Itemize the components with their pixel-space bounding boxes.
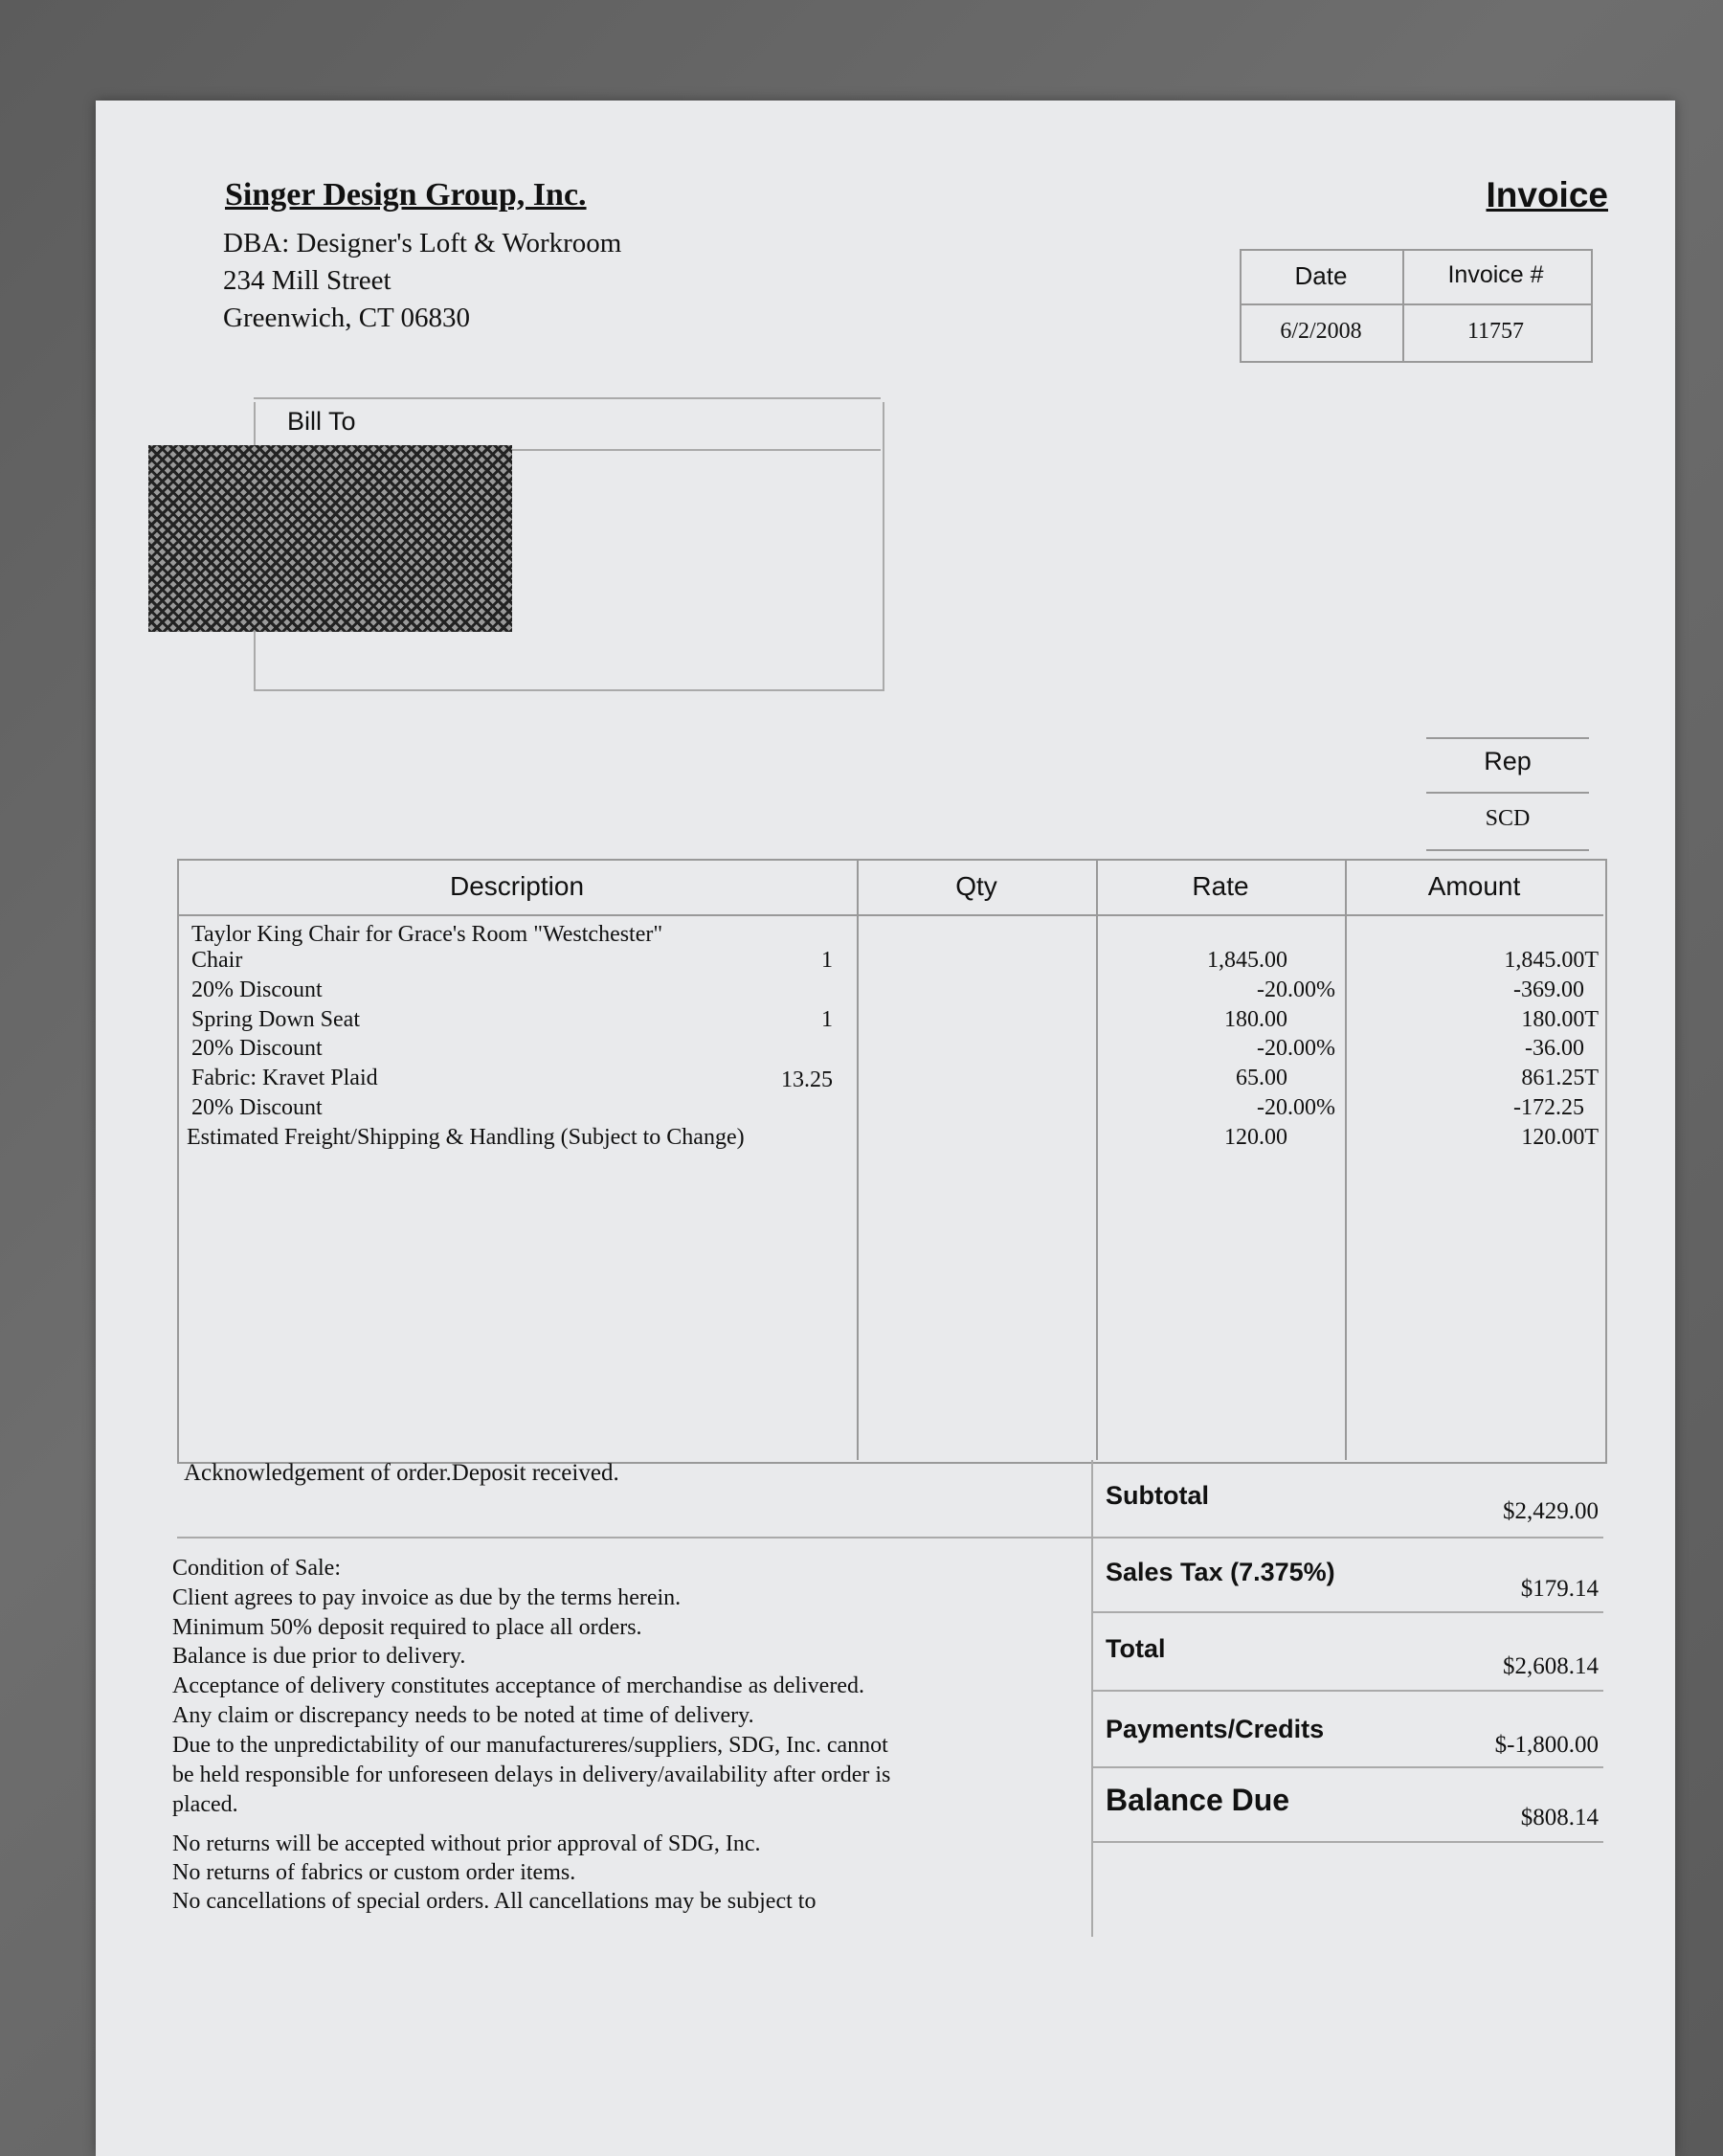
item-qty: 1 <box>821 948 833 973</box>
condition-line: Balance is due prior to delivery. <box>172 1644 466 1669</box>
condition-line: placed. <box>172 1792 238 1817</box>
item-description: Estimated Freight/Shipping & Handling (Subject to Change) <box>187 1125 745 1150</box>
company-dba: DBA: Designer's Loft & Workroom <box>223 228 622 258</box>
bill-to-label: Bill To <box>287 407 356 436</box>
col-header-amount: Amount <box>1427 871 1521 901</box>
item-amount: 180.00T <box>1521 1007 1599 1032</box>
item-rate: -20.00% <box>1257 977 1335 1002</box>
col-header-description: Description <box>449 871 585 901</box>
balance-due-value: $808.14 <box>1520 1805 1599 1830</box>
item-description: Fabric: Kravet Plaid <box>191 1066 378 1090</box>
total-value: $2,608.14 <box>1503 1653 1599 1679</box>
item-rate: 1,845.00 <box>1207 948 1287 973</box>
rep-label: Rep <box>1484 747 1532 775</box>
payments-credits-value: $-1,800.00 <box>1494 1732 1599 1758</box>
invoice-date: 6/2/2008 <box>1280 319 1362 344</box>
memo-bottom-line <box>177 1537 1091 1538</box>
sales-tax-value: $179.14 <box>1520 1576 1599 1602</box>
item-description: Spring Down Seat <box>191 1007 360 1032</box>
item-amount: 120.00T <box>1521 1125 1599 1150</box>
item-qty: 1 <box>821 1007 833 1032</box>
item-rate: -20.00% <box>1257 1036 1335 1061</box>
condition-line: Acceptance of delivery constitutes acceptance of merchandise as delivered. <box>172 1673 864 1698</box>
col-divider-qty <box>857 859 859 1460</box>
rep-divider <box>1426 792 1589 794</box>
header-row-line <box>1240 303 1591 305</box>
item-amount: 861.25T <box>1521 1066 1599 1090</box>
item-amount: -172.25 <box>1513 1095 1584 1120</box>
item-amount: 1,845.00T <box>1504 948 1599 973</box>
condition-line: Client agrees to pay invoice as due by the terms herein. <box>172 1585 682 1610</box>
item-rate: -20.00% <box>1257 1095 1335 1120</box>
col-header-qty: Qty <box>955 871 997 901</box>
invoice-number: 11757 <box>1466 319 1525 344</box>
item-amount: -369.00 <box>1513 977 1584 1002</box>
condition-line: No cancellations of special orders. All cancellations may be subject to <box>172 1889 817 1914</box>
invoice-title: Invoice <box>1486 175 1608 214</box>
table-header-line <box>177 914 1603 916</box>
totals-line <box>1091 1537 1603 1538</box>
item-qty: 13.25 <box>781 1067 833 1092</box>
totals-line <box>1091 1611 1603 1613</box>
invoice-number-label: Invoice # <box>1447 261 1544 288</box>
date-label: Date <box>1294 261 1348 290</box>
condition-line: Condition of Sale: <box>172 1556 341 1581</box>
payments-credits-label: Payments/Credits <box>1106 1715 1325 1743</box>
subtotal-label: Subtotal <box>1106 1481 1209 1510</box>
totals-divider <box>1091 1460 1093 1937</box>
item-rate: 180.00 <box>1224 1007 1287 1032</box>
totals-line <box>1091 1690 1603 1692</box>
company-street: 234 Mill Street <box>223 265 392 296</box>
condition-line: be held responsible for unforeseen delays in delivery/availability after order is <box>172 1763 891 1787</box>
item-rate: 120.00 <box>1224 1125 1287 1150</box>
condition-line: Minimum 50% deposit required to place all orders. <box>172 1615 642 1640</box>
condition-line: No returns will be accepted without prior approval of SDG, Inc. <box>172 1831 761 1856</box>
condition-line: Any claim or discrepancy needs to be noted at time of delivery. <box>172 1703 754 1728</box>
line-items-table <box>177 859 1607 1464</box>
item-description: Chair <box>191 948 243 973</box>
condition-line: No returns of fabrics or custom order items. <box>172 1860 576 1885</box>
balance-due-label: Balance Due <box>1106 1783 1290 1817</box>
subtotal-value: $2,429.00 <box>1503 1498 1599 1524</box>
redacted-address <box>148 445 512 632</box>
condition-line: Due to the unpredictability of our manufactureres/suppliers, SDG, Inc. cannot <box>172 1733 888 1758</box>
col-divider-amount <box>1345 859 1347 1460</box>
totals-line <box>1091 1766 1603 1768</box>
item-description: Taylor King Chair for Grace's Room "Westchester" <box>191 922 663 947</box>
rep-value: SCD <box>1485 806 1531 831</box>
total-label: Total <box>1106 1634 1166 1663</box>
memo-text: Acknowledgement of order.Deposit received. <box>184 1460 619 1486</box>
item-rate: 65.00 <box>1236 1066 1287 1090</box>
sales-tax-label: Sales Tax (7.375%) <box>1106 1558 1335 1586</box>
company-name: Singer Design Group, Inc. <box>225 177 587 213</box>
item-description: 20% Discount <box>191 1036 323 1061</box>
item-description: 20% Discount <box>191 1095 323 1120</box>
totals-line <box>1091 1841 1603 1843</box>
company-city: Greenwich, CT 06830 <box>223 303 470 333</box>
item-amount: -36.00 <box>1525 1036 1584 1061</box>
item-description: 20% Discount <box>191 977 323 1002</box>
col-header-rate: Rate <box>1192 871 1249 901</box>
invoice-paper <box>96 101 1675 2156</box>
